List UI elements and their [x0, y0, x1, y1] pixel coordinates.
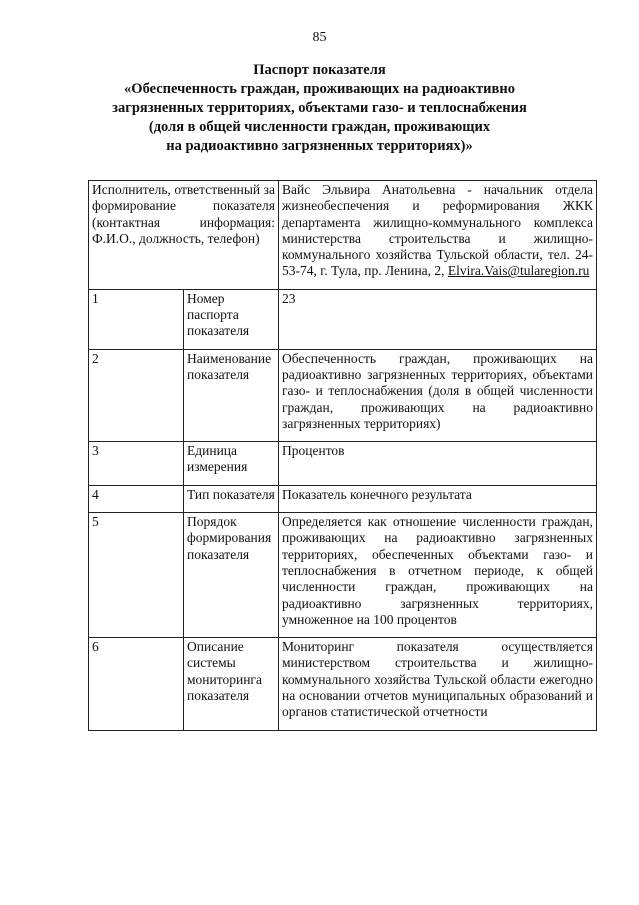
row-value: Процентов — [279, 442, 597, 486]
row-number: 5 — [89, 513, 184, 638]
title-line: (доля в общей численности граждан, проживающих — [148, 119, 491, 135]
table-row — [89, 289, 597, 349]
row-number: 2 — [89, 349, 184, 441]
document-title — [60, 61, 579, 156]
row-number: 1 — [89, 289, 184, 349]
row-value: Показатель конечного результата — [279, 485, 597, 512]
row-number: 3 — [89, 442, 184, 486]
table-row — [89, 513, 597, 638]
table-row — [89, 485, 597, 512]
title-line: «Обеспеченность граждан, проживающих на радиоактивно — [124, 81, 515, 97]
title-line: загрязненных территориях, объектами газо- и теплоснабжения — [112, 100, 527, 116]
row-label: Единица измерения — [184, 442, 279, 486]
table-row-responsible — [89, 181, 597, 290]
passport-table — [88, 180, 597, 731]
row-label: Наименование показателя — [184, 349, 279, 441]
row-value: Мониторинг показателя осуществляется министерством строительства и жилищно-коммунального хозяйства Тульской области ежегодно на основании отчетов муниципальных образований и органов статистической отчетности — [279, 638, 597, 730]
title-line: Паспорт показателя — [253, 62, 386, 78]
row-value: 23 — [279, 289, 597, 349]
page-number: 85 — [312, 30, 327, 45]
row-number: 4 — [89, 485, 184, 512]
responsible-value-cell — [279, 181, 597, 290]
row-value: Определяется как отношение численности граждан, проживающих на радиоактивно загрязненных территориях, обеспеченных объектами газо- и теплоснабжения в отчетном периоде, к общей численности граждан, проживающих на радиоактивно загрязненных территориях, умноженное на 100 процентов — [279, 513, 597, 638]
responsible-label: Исполнитель, ответственный за формирование показателя (контактная информация: Ф.И.О., должность, телефон) — [89, 181, 279, 290]
responsible-value: Вайс Эльвира Анатольевна - начальник отдела жизнеобеспечения и реформирования ЖКК департамента жилищно-коммунального комплекса министерства строительства и жилищно-коммунального хозяйства Тульской области, тел. 24-53-74, г. Тула, пр. Ленина, 2, — [282, 182, 593, 279]
table-row — [89, 442, 597, 486]
row-number: 6 — [89, 638, 184, 730]
row-value: Обеспеченность граждан, проживающих на радиоактивно загрязненных территориях, объектами газо- и теплоснабжения (доля в общей численности граждан, проживающих на радиоактивно загрязненных территориях) — [279, 349, 597, 441]
row-label: Описание системы мониторинга показателя — [184, 638, 279, 730]
title-line: на радиоактивно загрязненных территориях)» — [166, 138, 473, 154]
row-label: Порядок формирования показателя — [184, 513, 279, 638]
row-label: Тип показателя — [184, 485, 279, 512]
contact-email-link[interactable]: Elvira.Vais@tularegion.ru — [447, 263, 590, 279]
table-row — [89, 638, 597, 730]
table-row — [89, 349, 597, 441]
row-label: Номер паспорта показателя — [184, 289, 279, 349]
